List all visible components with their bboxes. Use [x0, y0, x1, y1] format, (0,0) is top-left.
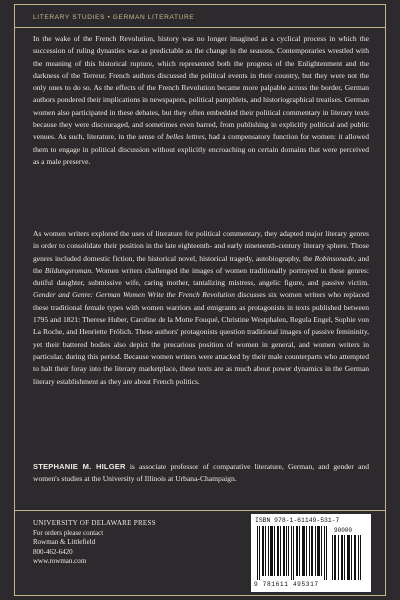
ean-barcode-bars	[257, 526, 329, 580]
price-barcode-bars	[332, 535, 362, 580]
phone-number: 800-462-6420	[33, 547, 73, 556]
p1-italic-term: belles lettres	[165, 132, 205, 142]
header-divider	[14, 27, 386, 28]
description-paragraph-2	[33, 228, 369, 388]
author-bio	[33, 461, 369, 486]
isbn-barcode	[251, 514, 371, 592]
author-name: STEPHANIE M. HILGER	[33, 462, 126, 471]
price-code: 90000	[334, 527, 353, 534]
footer-divider	[14, 510, 386, 511]
p2-italic-genre-2: Bildungsroman	[44, 265, 92, 275]
book-title: Gender and Genre: German Women Write the French Revolution	[33, 290, 235, 300]
author-bio-text: is associate professor of comparative literature, German, and gender and women's studies at the University of Illinois at Urbana-Champaign.	[33, 462, 369, 484]
distributor-name: Rowman & Littlefield	[33, 538, 96, 547]
p1-text: In the wake of the French Revolution, history was no longer imagined as a cyclical process in which the succession of ruling dynasties was as predictable as the change in the seasons. Contemporaries wrestled with the meaning of this historical rupture, which represented both the progress of the Enlightenment and the darkness of the Terreur. French authors discussed the political events in their country, but they were not the only ones to do so. As the effects of the French Revolution became more palpable across the border, German authors pondered their implications in newspapers, political pamphlets, and historiographical treatises. German women also participated in these debates, but they often embedded their political commentary in literary texts because they were discouraged, and sometimes even barred, from publishing in explicitly political and public venues. As such, literature, in the sense of	[33, 34, 369, 142]
p2-text-b: , and the	[33, 253, 370, 275]
publisher-website: www.rowman.com	[33, 557, 87, 566]
p1-tail: , had a compensatory function for women: it allowed them to engage in political discussion without explicitly encroaching on certain domains that were perceived as a male preserve.	[33, 132, 369, 166]
orders-label: For orders please contact	[33, 528, 104, 537]
publisher-block	[33, 519, 156, 567]
barcode-digits: 9 781611 495317	[254, 581, 319, 588]
p2-text-d: discusses six women writers who replaced these traditional female types with women warriors and emigrants as protagonists in texts published between 1795 and 1821: Therese Huber, Caroline de la Motte Fouqué, Christine Westphalen, Regula Engel, Sophie von La Roche, and Henriette Frölich. These authors' protagonists question traditional images of passive femininity, yet their battered bodies also depict the precarious position of women in general, and women writers in particular, during this period. Because women writers were attacked by their male counterparts who attempted to halt their foray into the literary marketplace, these texts are as much about power dynamics in the German literary establishment as they are about French politics.	[33, 290, 369, 386]
publisher-name: UNIVERSITY OF DELAWARE PRESS	[33, 519, 156, 527]
subject-category: LITERARY STUDIES • GERMAN LITERATURE	[33, 14, 195, 21]
p2-text-c: . Women writers challenged the images of women traditionally portrayed in these genres: dutiful daughter, submissive wife, caring mother, tantalizing mistress, angelic figure, and passive victim.	[33, 265, 369, 288]
p2-italic-genre-1: Robinsonade	[314, 253, 354, 263]
p2-text-a: As women writers explored the uses of literature for political commentary, they adapted major literary genres in order to consolidate their position in the late eighteenth- and early nineteenth-century literary sphere. Those genres included domestic fiction, the historical novel, historical tragedy, autobiography, the	[33, 229, 369, 263]
isbn-text: ISBN 978-1-61149-531-7	[255, 517, 340, 524]
description-paragraph-1	[33, 33, 369, 168]
